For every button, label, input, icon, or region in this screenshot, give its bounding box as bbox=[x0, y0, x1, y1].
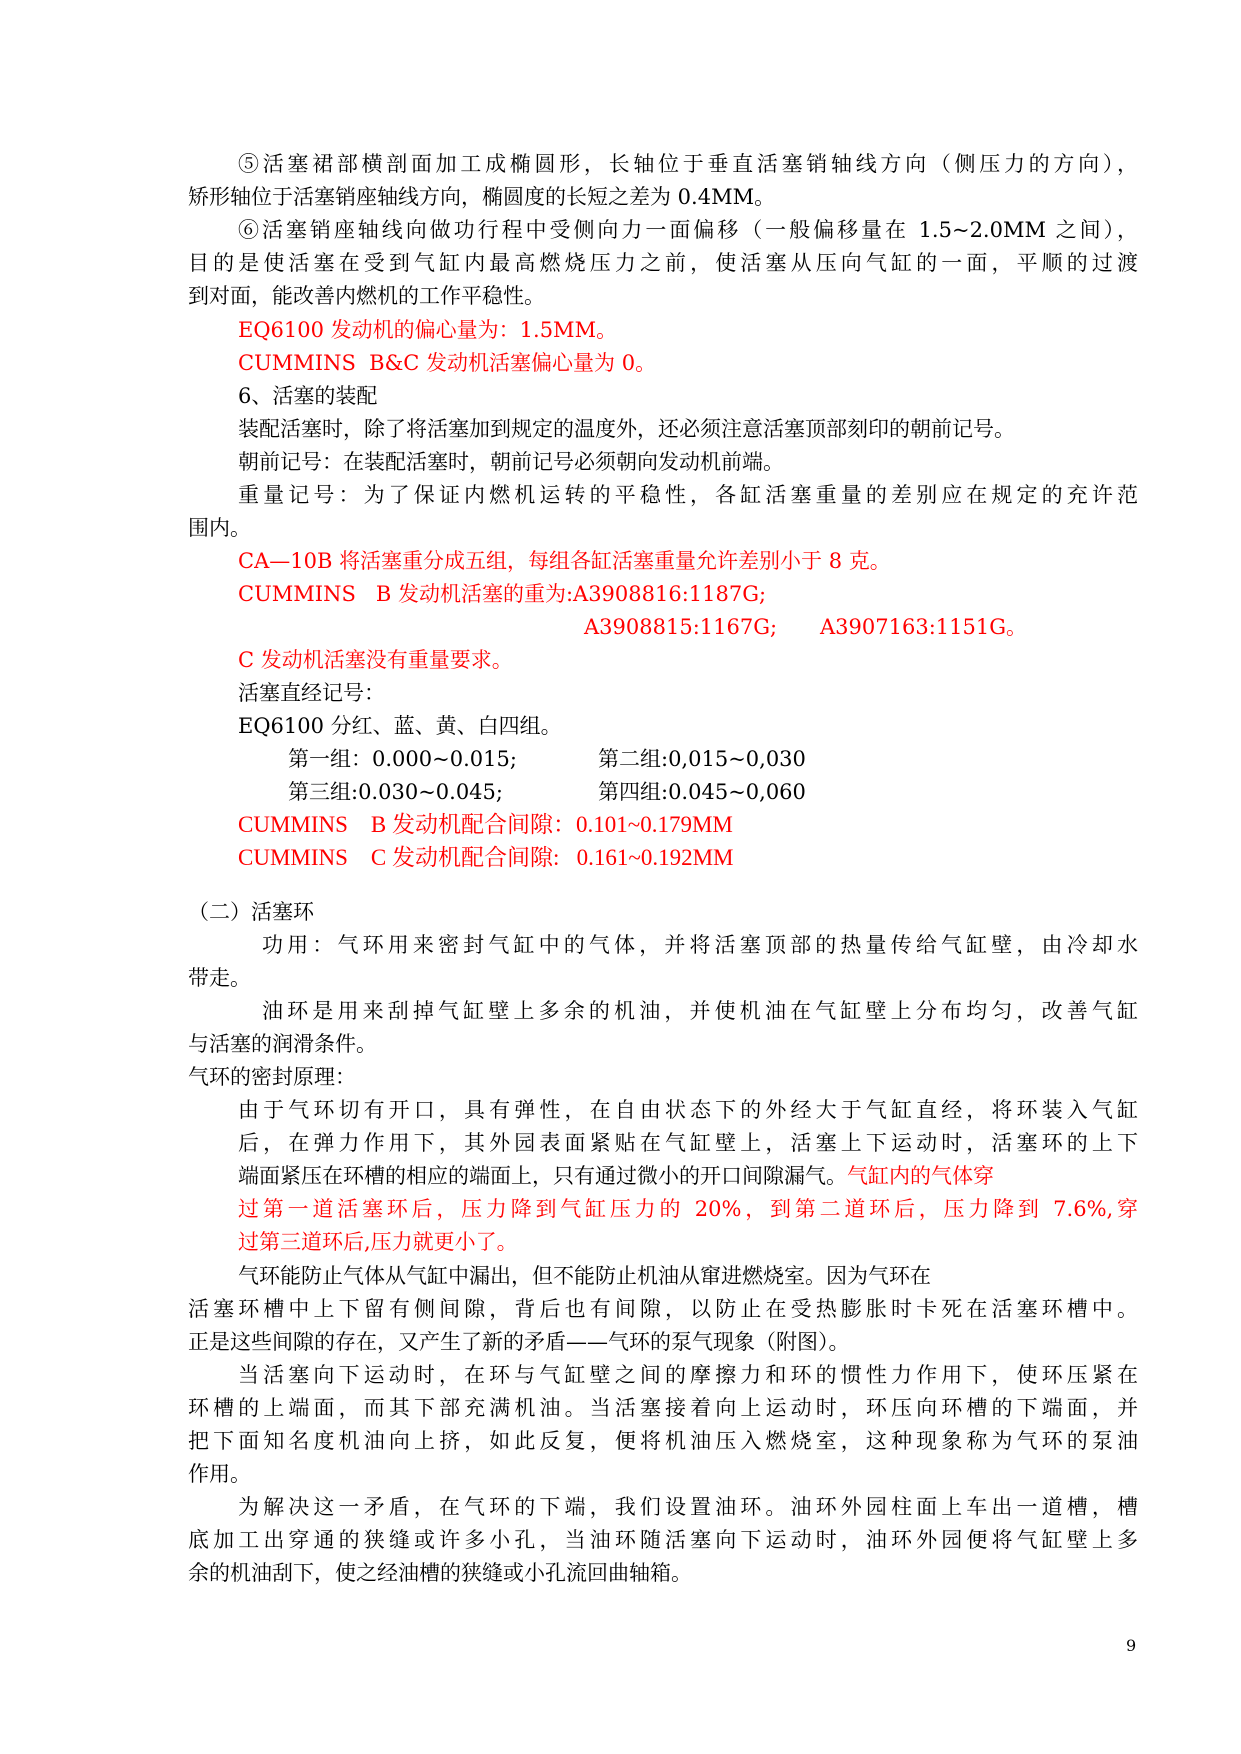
group-range: 第三组:0.030~0.045; bbox=[288, 780, 503, 804]
paragraph-line: 气环能防止气体从气缸中漏出，但不能防止机油从窜进燃烧室。因为气环在 bbox=[238, 1264, 931, 1288]
highlight-text: 气缸内的气体穿 bbox=[847, 1164, 994, 1188]
paragraph-line: 装配活塞时，除了将活塞加到规定的温度外，还必须注意活塞顶部刻印的朝前记号。 bbox=[238, 417, 1015, 441]
paragraph-line: ⑤活塞裙部横剖面加工成椭圆形，长轴位于垂直活塞销轴线方向（侧压力的方向）， bbox=[238, 152, 1138, 176]
group-range: 第一组：0.000~0.015; bbox=[288, 747, 517, 771]
paragraph-line: 重量记号：为了保证内燃机运转的平稳性，各缸活塞重量的差别应在规定的充许范 bbox=[238, 483, 1138, 507]
paragraph-line: EQ6100 分红、蓝、黄、白四组。 bbox=[238, 714, 562, 738]
page-number: 9 bbox=[1126, 1636, 1137, 1655]
paragraph-line: 余的机油刮下，使之经油槽的狭缝或小孔流回曲轴箱。 bbox=[188, 1561, 692, 1585]
paragraph-line: 把下面知名度机油向上挤，如此反复，便将机油压入燃烧室，这种现象称为气环的泵油 bbox=[188, 1429, 1138, 1453]
paragraph-line: ⑥活塞销座轴线向做功行程中受侧向力一面偏移（一般偏移量在 1.5~2.0MM 之间）， bbox=[238, 218, 1138, 242]
paragraph-line: 当活塞向下运动时，在环与气缸壁之间的摩擦力和环的惯性力作用下，使环压紧在 bbox=[238, 1363, 1138, 1387]
paragraph-text: 端面紧压在环槽的相应的端面上，只有通过微小的开口间隙漏气。 bbox=[238, 1164, 847, 1188]
paragraph-line: 到对面，能改善内燃机的工作平稳性。 bbox=[188, 284, 545, 308]
highlight-line: CA—10B 将活塞重分成五组，每组各缸活塞重量允许差别小于 8 克。 bbox=[238, 549, 891, 573]
highlight-line: EQ6100 发动机的偏心量为：1.5MM。 bbox=[238, 318, 618, 342]
highlight-line: CUMMINS B 发动机配合间隙：0.101~0.179MM bbox=[238, 812, 733, 837]
highlight-line: A3907163:1151G。 bbox=[820, 615, 1027, 639]
highlight-line: 过第一道活塞环后，压力降到气缸压力的 20%，到第二道环后，压力降到 7.6%,穿 bbox=[238, 1197, 1138, 1221]
paragraph-line: 正是这些间隙的存在，又产生了新的矛盾——气环的泵气现象（附图）。 bbox=[188, 1330, 850, 1354]
group-range: 第二组:0,015~0,030 bbox=[598, 747, 806, 771]
paragraph-line: 与活塞的润滑条件。 bbox=[188, 1032, 377, 1056]
paragraph-line: 活塞直经记号： bbox=[238, 681, 385, 705]
section-heading: 6、活塞的装配 bbox=[238, 384, 378, 408]
paragraph-line: 带走。 bbox=[188, 966, 251, 990]
paragraph-line: 功用：气环用来密封气缸中的气体，并将活塞顶部的热量传给气缸壁，由冷却水 bbox=[262, 933, 1138, 957]
paragraph-line: 作用。 bbox=[188, 1462, 251, 1486]
highlight-line: 过第三道环后,压力就更小了。 bbox=[238, 1230, 518, 1254]
highlight-line: CUMMINS C 发动机配合间隙: 0.161~0.192MM bbox=[238, 845, 734, 870]
section-heading: （二）活塞环 bbox=[188, 900, 314, 924]
paragraph-line: 目的是使活塞在受到气缸内最高燃烧压力之前，使活塞从压向气缸的一面，平顺的过渡 bbox=[188, 251, 1138, 275]
highlight-line: CUMMINS B 发动机活塞的重为:A3908816:1187G; bbox=[238, 582, 767, 606]
paragraph-line: 底加工出穿通的狭缝或许多小孔，当油环随活塞向下运动时，油环外园便将气缸壁上多 bbox=[188, 1528, 1138, 1552]
paragraph-line: 活塞环槽中上下留有侧间隙，背后也有间隙，以防止在受热膨胀时卡死在活塞环槽中。 bbox=[188, 1297, 1138, 1321]
group-range: 第四组:0.045~0,060 bbox=[598, 780, 806, 804]
highlight-line: CUMMINS B&C 发动机活塞偏心量为 0。 bbox=[238, 351, 657, 375]
paragraph-line: 油环是用来刮掉气缸壁上多余的机油，并使机油在气缸壁上分布均匀，改善气缸 bbox=[262, 999, 1138, 1023]
highlight-line: C 发动机活塞没有重量要求。 bbox=[238, 648, 513, 672]
paragraph-line: 矫形轴位于活塞销座轴线方向，椭圆度的长短之差为 0.4MM。 bbox=[188, 185, 776, 209]
paragraph-line bbox=[238, 1162, 994, 1190]
paragraph-line: 围内。 bbox=[188, 516, 251, 540]
paragraph-line: 环槽的上端面，而其下部充满机油。当活塞接着向上运动时，环压向环槽的下端面，并 bbox=[188, 1396, 1138, 1420]
paragraph-line: 由于气环切有开口，具有弹性，在自由状态下的外经大于气缸直经，将环装入气缸 bbox=[238, 1098, 1138, 1122]
paragraph-line: 后，在弹力作用下，其外园表面紧贴在气缸壁上，活塞上下运动时，活塞环的上下 bbox=[238, 1131, 1138, 1155]
paragraph-line: 朝前记号：在装配活塞时，朝前记号必须朝向发动机前端。 bbox=[238, 450, 784, 474]
section-heading: 气环的密封原理： bbox=[188, 1065, 356, 1089]
paragraph-line: 为解决这一矛盾，在气环的下端，我们设置油环。油环外园柱面上车出一道槽，槽 bbox=[238, 1495, 1138, 1519]
highlight-line: A3908815:1167G; bbox=[584, 615, 778, 639]
